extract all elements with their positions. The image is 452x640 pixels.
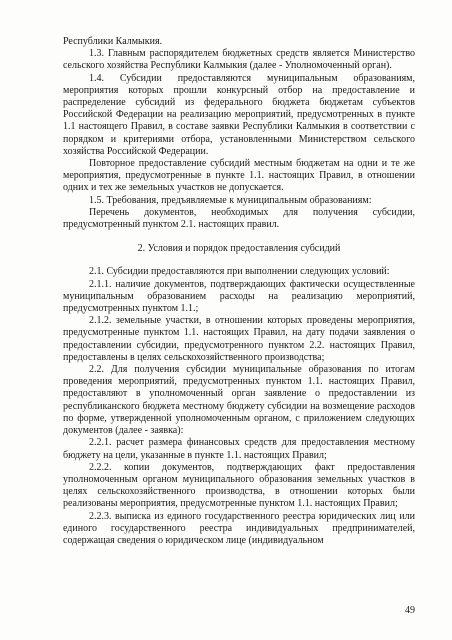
paragraph-2-2-2: 2.2.2. копии документов, подтверждающих факт предоставления уполномоченным органом муниципального образования земельных участков в целях сельскохозяйственного производства, в отношении которых были реализованы мероприятия, предусмотренные пунктом 1.1. настоящих Правил; [63, 461, 415, 510]
paragraph-repeat-subsidy: Повторное предоставление субсидий местным бюджетам на одни и те же мероприятия, предусмотренные в пункте 1.1. настоящих Правил, в отношении одних и тех же земельных участков не допускается. [63, 158, 415, 194]
paragraph-2-1-2: 2.1.2. земельные участки, в отношении которых проведены мероприятия, предусмотренные пунктом 1.1. настоящих Правил, на дату подачи заявления о предоставлении субсидии, предусмотренного пунктом 2.2. настоящих Правил, предоставлены в целях сельскохозяйственного производства; [63, 315, 415, 363]
paragraph-1-3: 1.3. Главным распорядителем бюджетных средств является Министерство сельского хозяйства Республики Калмыкия (далее - Уполномоченный орган). [63, 48, 415, 72]
section-heading: 2. Условия и порядок предоставления субсидий [137, 243, 341, 255]
paragraph-2-1: 2.1. Субсидии предоставляются при выполнении следующих условий: [89, 266, 390, 278]
paragraph-2-2: 2.2. Для получения субсидии муниципальные образования по итогам проведения мероприятий, предусмотренных пунктом 1.1. настоящих Правил, предоставляют в уполномоченный орган заявление о предоставлении из республиканского бюджета местному бюджету субсидии на возмещение расходов по форме, утвержденной уполномоченным органом, с приложением следующих документов (далее - заявка): [63, 364, 415, 437]
paragraph-2-2-1: 2.2.1. расчет размера финансовых средств для предоставления местному бюджету на цели, указанные в пункте 1.1. настоящих Правил; [63, 437, 415, 461]
paragraph-continuation: Республики Калмыкия. [63, 36, 163, 47]
paragraph-2-1-1: 2.1.1. наличие документов, подтверждающих фактически осуществленные муниципальным образованием расходы на реализацию мероприятий, предусмотренных пунктом 1.1.; [63, 278, 415, 315]
paragraph-2-2-3: 2.2.3. выписка из единого государственного реестра юридических лиц или единого государственного реестра индивидуальных предпринимателей, содержащая сведения о юридическом лице (индивидуальном [63, 510, 415, 546]
page-number: 49 [405, 605, 415, 616]
paragraph-document-list: Перечень документов, необходимых для получения субсидии, предусмотренный пунктом 2.1. настоящих правил. [63, 206, 415, 231]
paragraph-1-5: 1.5. Требования, предъявляемые к муниципальным образованиям: [89, 194, 372, 206]
document-body [63, 36, 415, 547]
paragraph-1-4: 1.4. Субсидии предоставляются муниципальным образованиям, мероприятия которых прошли конкурсный отбор на предоставление и распределение субсидий из федерального бюджета бюджетам субъектов Российской Федерации на реализацию мероприятий, предусмотренных в пункте 1.1 настоящего Правил, в составе заявки Республики Калмыкия в соответствии с порядком и критериями отбора, установленными Министерством сельского хозяйства Российской Федерации. [63, 72, 415, 157]
